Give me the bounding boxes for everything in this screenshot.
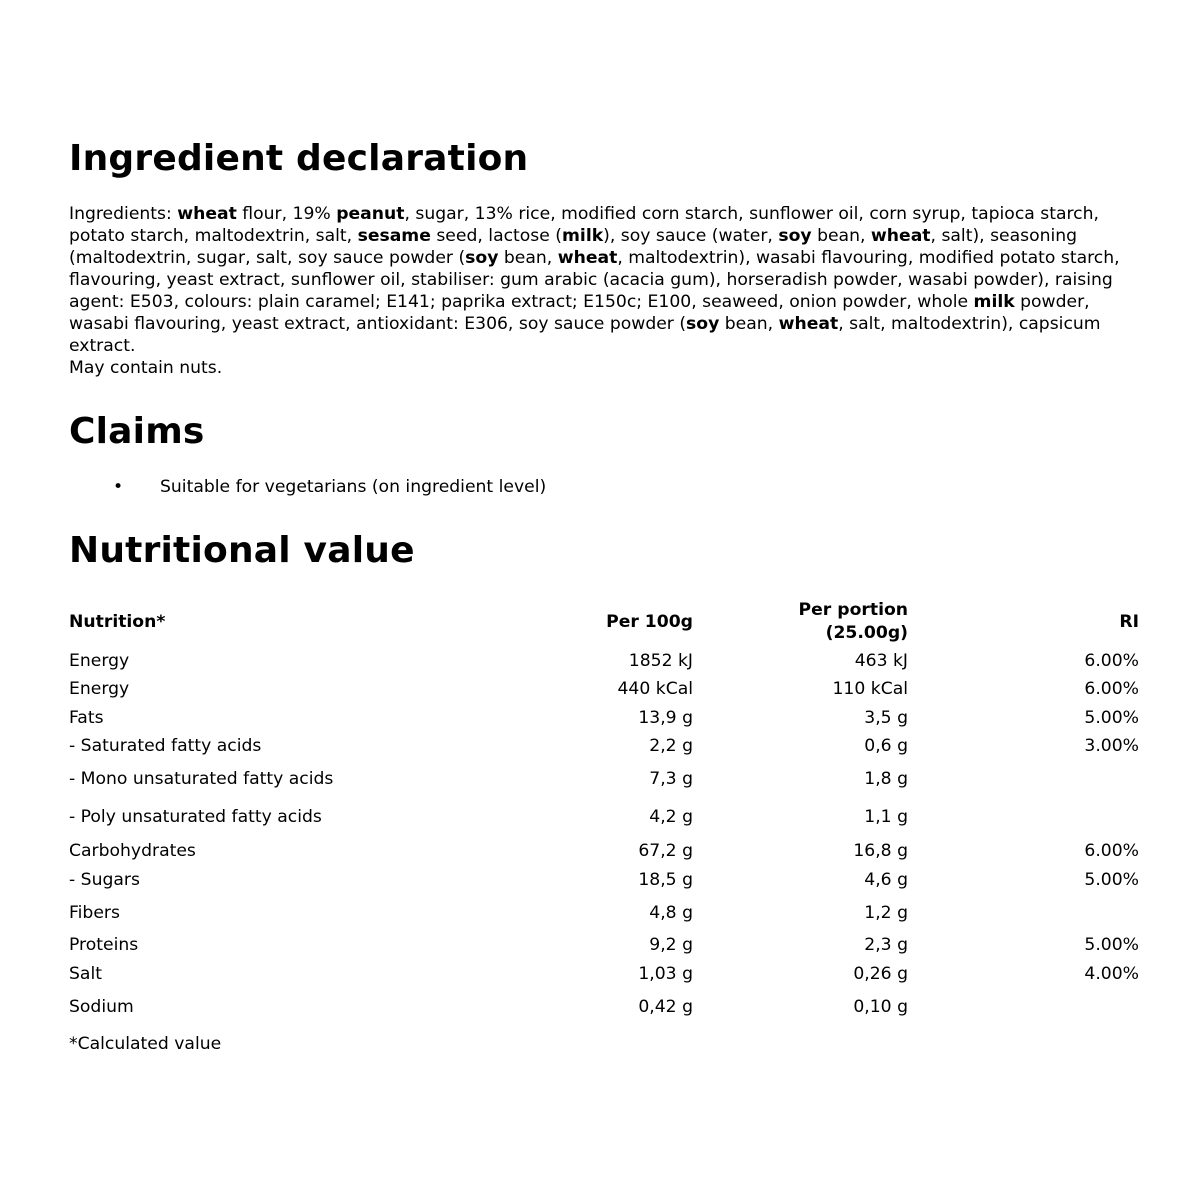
per-portion-value: 3,5 g: [864, 707, 908, 728]
claim-text: Suitable for vegetarians (on ingredient level): [160, 477, 547, 497]
ri-value: 5.00%: [1084, 707, 1139, 728]
nutrient-name: - Poly unsaturated fatty acids: [69, 807, 322, 827]
allergen-highlight: soy: [465, 248, 499, 268]
per-100g-value: 7,3 g: [649, 768, 693, 789]
may-contain-note: May contain nuts.: [69, 358, 223, 378]
allergen-highlight: wheat: [177, 204, 237, 224]
claims-heading: Claims: [69, 411, 205, 452]
per-portion-value: 1,8 g: [864, 768, 908, 789]
nutrient-name: Energy: [69, 651, 130, 671]
allergen-highlight: soy: [778, 226, 812, 246]
per-100g-value: 440 kCal: [617, 679, 693, 699]
ri-value: 6.00%: [1084, 651, 1139, 671]
per-portion-value: 2,3 g: [864, 935, 908, 955]
nutrition-row: [69, 703, 1139, 732]
nutrient-name: - Saturated fatty acids: [69, 736, 262, 756]
nutrition-row: [69, 675, 1139, 703]
nutrient-name: Carbohydrates: [69, 841, 196, 861]
nutrition-row: [69, 647, 1139, 675]
per-100g-value: 1852 kJ: [628, 651, 693, 671]
nutrition-table-body: [69, 647, 1139, 1025]
nutrition-row: [69, 797, 1139, 837]
claim-item: [69, 476, 546, 498]
ri-value: 3.00%: [1084, 736, 1139, 756]
ingredient-text-segment: seed, lactose (: [430, 226, 563, 246]
ingredient-text-segment: , salt, maltodextrin), capsicum extract.: [69, 314, 1101, 356]
ingredient-text-segment: bean,: [498, 248, 558, 268]
header-portion-size: (25.00g): [825, 623, 908, 643]
ingredient-text-segment: flour, 19%: [236, 204, 337, 224]
nutrition-table-header: [69, 597, 1139, 647]
per-portion-value: 4,6 g: [864, 869, 908, 890]
ri-value: 5.00%: [1084, 935, 1139, 955]
ri-value: 6.00%: [1084, 841, 1139, 861]
ri-value: [908, 760, 1139, 797]
nutrition-table: [69, 597, 1139, 1025]
ingredient-text-segment: powder, wasabi flavouring, yeast extract, antioxidant: E306, soy sauce powder (: [69, 292, 1090, 334]
header-per-100g: Per 100g: [606, 611, 693, 632]
per-100g-value: 18,5 g: [638, 869, 693, 890]
nutrient-name: Energy: [69, 679, 130, 699]
per-portion-value: 16,8 g: [853, 841, 908, 861]
bullet-icon: •: [113, 477, 124, 497]
nutritional-value-heading: Nutritional value: [69, 530, 415, 571]
ingredient-text-segment: , sugar, 13% rice, modified corn starch, sunflower oil, corn syrup, tapioca starch, potato starch, maltodextrin, salt,: [69, 204, 1099, 246]
nutrient-name: Proteins: [69, 935, 139, 955]
per-portion-value: 0,10 g: [853, 996, 908, 1017]
allergen-highlight: soy: [686, 314, 720, 334]
ingredient-text-segment: ), soy sauce (water,: [603, 226, 779, 246]
nutrition-row: [69, 732, 1139, 760]
nutrient-name: Fats: [69, 707, 104, 728]
allergen-highlight: milk: [562, 226, 604, 246]
calculated-value-footnote: *Calculated value: [69, 1034, 222, 1054]
per-100g-value: 4,8 g: [649, 902, 693, 923]
nutrient-name: Salt: [69, 963, 102, 984]
allergen-highlight: milk: [973, 292, 1015, 312]
ri-value: 4.00%: [1084, 963, 1139, 984]
nutrient-name: Fibers: [69, 902, 120, 923]
per-portion-value: 1,1 g: [864, 807, 908, 827]
ri-value: 6.00%: [1084, 679, 1139, 699]
ingredient-text-segment: bean,: [811, 226, 871, 246]
header-per-portion-label: Per portion: [798, 600, 908, 620]
per-100g-value: 9,2 g: [649, 935, 693, 955]
allergen-highlight: wheat: [870, 226, 931, 246]
per-100g-value: 2,2 g: [649, 736, 693, 756]
nutrition-row: [69, 837, 1139, 865]
per-portion-value: 110 kCal: [832, 679, 908, 699]
ri-value: 5.00%: [1084, 869, 1139, 890]
nutrition-row: [69, 931, 1139, 959]
ingredients-paragraph: [69, 203, 1144, 379]
allergen-highlight: sesame: [357, 226, 431, 246]
nutrient-name: - Mono unsaturated fatty acids: [69, 768, 334, 789]
per-portion-value: 0,6 g: [864, 736, 908, 756]
ingredient-text-segment: , salt), seasoning (maltodextrin, sugar, salt, soy sauce powder (: [69, 226, 1078, 268]
per-100g-value: 0,42 g: [638, 996, 693, 1017]
nutrition-row: [69, 988, 1139, 1025]
nutrition-row: [69, 760, 1139, 797]
nutrition-row: [69, 865, 1139, 894]
allergen-highlight: peanut: [336, 204, 405, 224]
ri-value: [908, 988, 1139, 1025]
per-portion-value: 1,2 g: [864, 902, 908, 923]
ri-value: [908, 894, 1139, 931]
allergen-highlight: wheat: [778, 314, 839, 334]
header-per-portion: [693, 597, 908, 647]
per-portion-value: 0,26 g: [853, 963, 908, 984]
ri-value: [908, 797, 1139, 837]
ingredients-list-text: [69, 203, 1144, 357]
per-100g-value: 13,9 g: [638, 707, 693, 728]
per-100g-value: 4,2 g: [649, 807, 693, 827]
ingredient-text-segment: bean,: [719, 314, 779, 334]
header-nutrition: Nutrition*: [69, 611, 166, 632]
allergen-highlight: wheat: [557, 248, 618, 268]
nutrient-name: - Sugars: [69, 869, 140, 890]
per-100g-value: 67,2 g: [638, 841, 693, 861]
header-ri: RI: [1119, 611, 1139, 632]
ingredient-text-segment: Ingredients:: [69, 204, 178, 224]
claims-list: [69, 476, 546, 498]
ingredient-text-segment: , maltodextrin), wasabi flavouring, modified potato starch, flavouring, yeast extract, sunflower oil, stabiliser: gum arabic (acacia gum), horseradish powder, wasabi powder), raising agent: E503, colours: plain caramel; E141; paprika extract; E150c; E100, seaweed, onion powder, whole: [69, 248, 1120, 312]
per-100g-value: 1,03 g: [638, 963, 693, 984]
per-portion-value: 463 kJ: [854, 651, 908, 671]
nutrient-name: Sodium: [69, 996, 134, 1017]
nutrition-row: [69, 959, 1139, 988]
nutrition-row: [69, 894, 1139, 931]
ingredient-declaration-heading: Ingredient declaration: [69, 138, 529, 179]
